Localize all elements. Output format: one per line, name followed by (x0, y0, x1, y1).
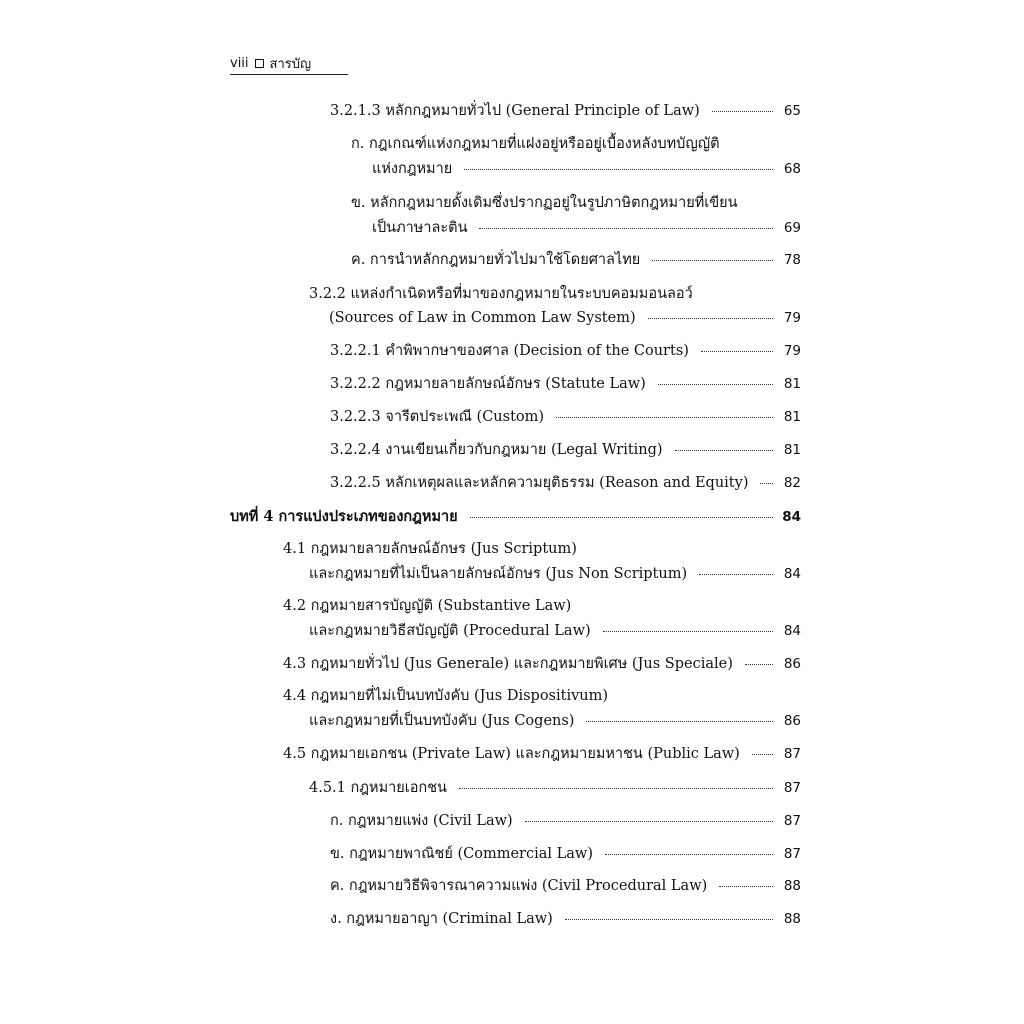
toc-entry (309, 567, 801, 582)
toc-page-number: 86 (783, 656, 801, 672)
toc-entry (372, 162, 801, 177)
toc-entry-first-line: 4.2 กฎหมายสารบัญญัติ (Substantive Law) (283, 598, 572, 614)
toc-page-number: 78 (783, 252, 801, 268)
toc-entry (330, 344, 801, 359)
toc-entry-text: 3.2.2.2 กฎหมายลายลักษณ์อักษร (Statute Law) (330, 376, 646, 392)
page-number-roman: viii (230, 55, 249, 71)
toc-entry (330, 912, 801, 927)
toc-leader (712, 111, 773, 112)
toc-page-number: 84 (783, 623, 801, 639)
toc-page-number: 79 (783, 343, 801, 359)
toc-leader (745, 664, 773, 665)
toc-entry-text: 3.2.2.5 หลักเหตุผลและหลักความยุติธรรม (Reason and Equity) (330, 475, 749, 491)
header-title: สารบัญ (269, 56, 312, 72)
toc-page-number: 81 (783, 409, 801, 425)
toc-entry-text: 4.3 กฎหมายทั่วไป (Jus Generale) และกฎหมายพิเศษ (Jus Speciale) (283, 656, 733, 672)
toc-page-number: 88 (783, 911, 801, 927)
toc-entry (283, 747, 801, 762)
toc-entry-text: และกฎหมายที่เป็นบทบังคับ (Jus Cogens) (309, 713, 575, 729)
toc-entry-first-line: 4.4 กฎหมายที่ไม่เป็นบทบังคับ (Jus Dispositivum) (283, 688, 609, 704)
toc-page-number: 84 (783, 566, 801, 582)
toc-entry (309, 781, 801, 796)
toc-page-number: 88 (783, 878, 801, 894)
toc-entry-text: 3.2.2.4 งานเขียนเกี่ยวกับกฎหมาย (Legal Writing) (330, 442, 663, 458)
toc-leader (752, 754, 773, 755)
toc-leader (470, 517, 773, 518)
toc-entry (329, 311, 801, 326)
toc-entry (330, 443, 801, 458)
toc-chapter-entry (230, 510, 801, 525)
toc-entry (309, 714, 801, 729)
toc-entry-text: 4.5.1 กฎหมายเอกชน (309, 780, 447, 796)
toc-entry-text: แห่งกฎหมาย (372, 161, 453, 177)
toc-entry-text: ค. การนำหลักกฎหมายทั่วไปมาใช้โดยศาลไทย (351, 252, 641, 268)
toc-leader (605, 854, 773, 855)
checkbox-square-icon (255, 59, 264, 68)
toc-leader (675, 450, 773, 451)
toc-page-number: 81 (783, 442, 801, 458)
toc-page-number: 79 (783, 310, 801, 326)
toc-page-number: 87 (783, 780, 801, 796)
chapter-title: บทที่ 4 การแบ่งประเภทของกฎหมาย (230, 508, 458, 525)
toc-entry-text: และกฎหมายที่ไม่เป็นลายลักษณ์อักษร (Jus Non Scriptum) (309, 566, 688, 582)
toc-entry-text: ค. กฎหมายวิธีพิจารณาความแพ่ง (Civil Procedural Law) (330, 878, 708, 894)
toc-leader (565, 919, 773, 920)
toc-entry-text: ข. กฎหมายพาณิชย์ (Commercial Law) (330, 846, 593, 862)
toc-page-number: 82 (783, 475, 801, 491)
toc-entry (330, 814, 801, 829)
toc-leader (525, 821, 773, 822)
toc-leader (652, 260, 773, 261)
toc-leader (459, 788, 773, 789)
toc-entry-first-line: ก. กฎเกณฑ์แห่งกฎหมายที่แฝงอยู่หรืออยู่เบื้องหลังบทบัญญัติ (351, 136, 720, 152)
toc-entry (351, 253, 801, 268)
toc-page-number: 65 (783, 103, 801, 119)
toc-entry (330, 410, 801, 425)
toc-page-number: 87 (783, 846, 801, 862)
toc-entry-first-line: 4.1 กฎหมายลายลักษณ์อักษร (Jus Scriptum) (283, 541, 577, 557)
toc-entry-text: 4.5 กฎหมายเอกชน (Private Law) และกฎหมายมหาชน (Public Law) (283, 746, 740, 762)
toc-leader (586, 721, 773, 722)
toc-leader (464, 169, 773, 170)
toc-leader (648, 318, 773, 319)
toc-page-number: 86 (783, 713, 801, 729)
toc-page-number: 87 (783, 813, 801, 829)
toc-entry-text: 3.2.2.3 จารีตประเพณี (Custom) (330, 409, 545, 425)
page-header (230, 52, 348, 75)
toc-leader (479, 228, 773, 229)
toc-leader (699, 574, 773, 575)
toc-entry (372, 221, 801, 236)
toc-leader (556, 417, 773, 418)
toc-entry-first-line: ข. หลักกฎหมายดั้งเดิมซึ่งปรากฏอยู่ในรูปภาษิตกฎหมายที่เขียน (351, 195, 738, 211)
toc-entry-text: (Sources of Law in Common Law System) (329, 310, 636, 326)
toc-entry-text: ง. กฎหมายอาญา (Criminal Law) (330, 911, 553, 927)
toc-page-number: 69 (783, 220, 801, 236)
toc-entry-first-line: 3.2.2 แหล่งกำเนิดหรือที่มาของกฎหมายในระบบคอมมอนลอว์ (309, 286, 693, 302)
toc-entry-text: และกฎหมายวิธีสบัญญัติ (Procedural Law) (309, 623, 591, 639)
toc-entry (283, 657, 801, 672)
toc-entry (330, 377, 801, 392)
toc-leader (719, 886, 773, 887)
toc-leader (701, 351, 773, 352)
toc-entry (330, 847, 801, 862)
toc-leader (760, 483, 773, 484)
toc-page-number: 68 (783, 161, 801, 177)
toc-entry-text: 3.2.1.3 หลักกฎหมายทั่วไป (General Principle of Law) (330, 103, 700, 119)
toc-entry (330, 879, 801, 894)
toc-entry (330, 104, 801, 119)
toc-leader (603, 631, 773, 632)
toc-page-number: 84 (782, 509, 801, 525)
toc-entry-text: 3.2.2.1 คำพิพากษาของศาล (Decision of the Courts) (330, 343, 689, 359)
toc-page-number: 81 (783, 376, 801, 392)
toc-entry (309, 624, 801, 639)
toc-entry-text: ก. กฎหมายแพ่ง (Civil Law) (330, 813, 513, 829)
toc-page-number: 87 (783, 746, 801, 762)
toc-leader (658, 384, 773, 385)
toc-entry-text: เป็นภาษาละติน (372, 220, 468, 236)
toc-entry (330, 476, 801, 491)
